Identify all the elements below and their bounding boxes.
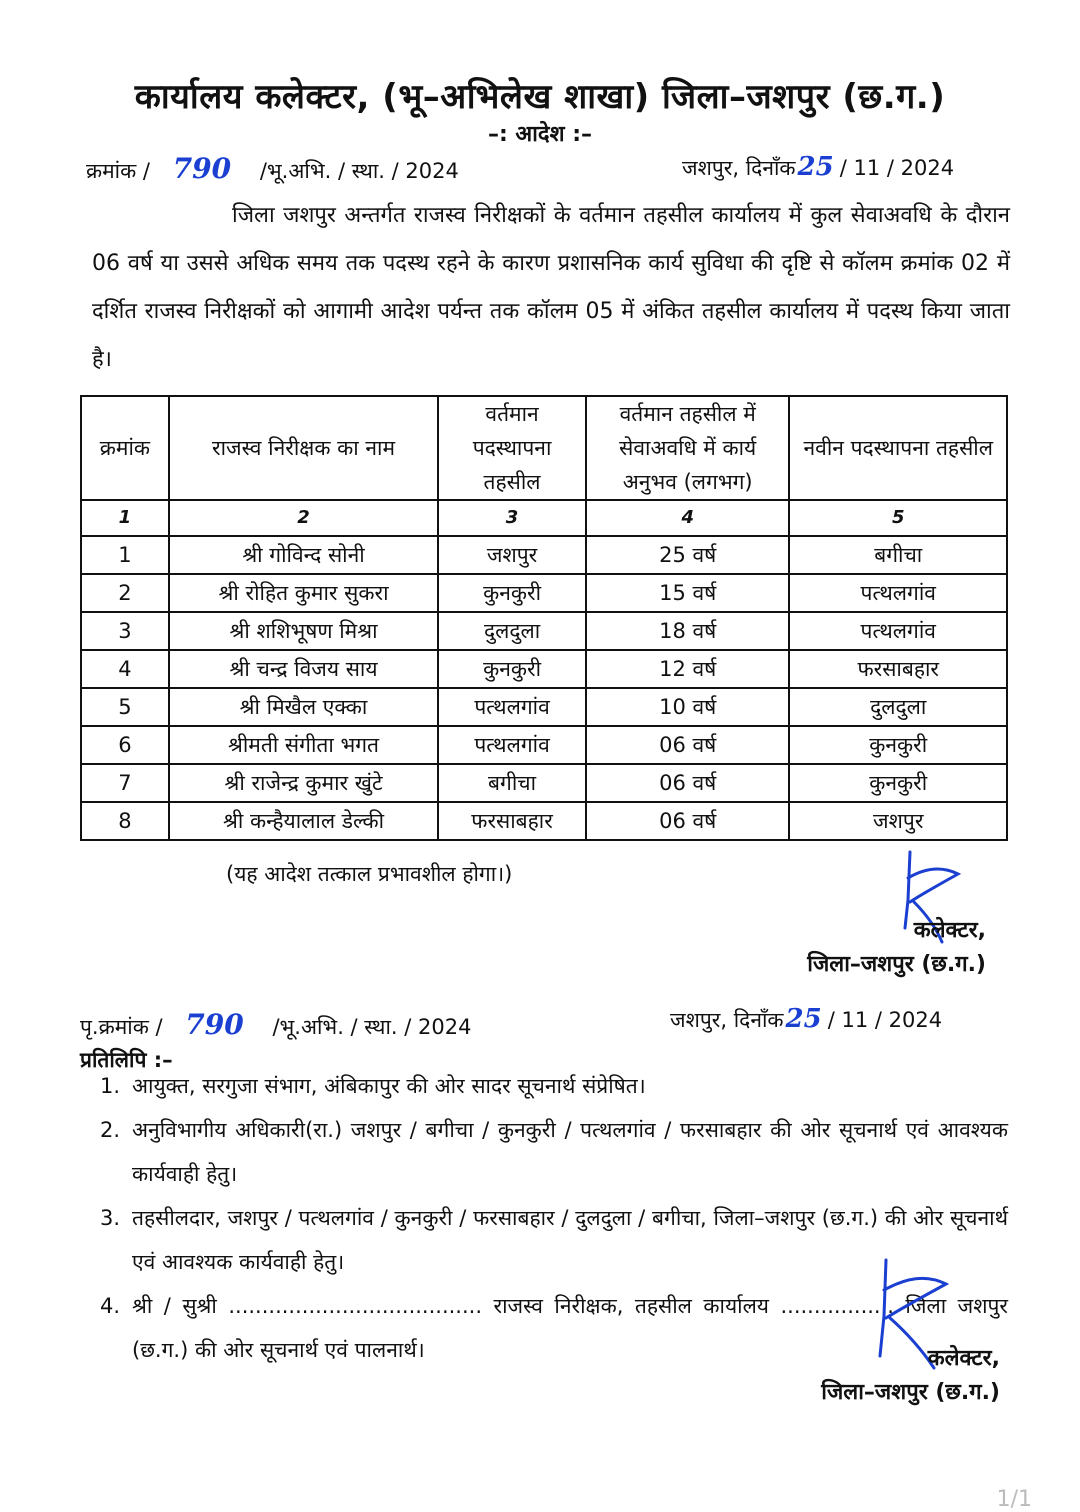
new-tehsil: जशपुर [789, 802, 1007, 840]
row-serial: 3 [81, 612, 169, 650]
table-row [81, 726, 1007, 764]
order-date-prefix: जशपुर, दिनाँक [682, 156, 796, 180]
list-item-text: श्री / सुश्री ...................................... राजस्व निरीक्षक, तहसील कार्यालय ................. जिला जशपुर (छ.ग.) की ओर सूचनार्थ एवं पालनार्थ। [132, 1294, 1008, 1362]
copy-date-suffix: / 11 / 2024 [827, 1008, 943, 1032]
page-indicator: 1/1 [996, 1487, 1032, 1512]
inspector-name: श्री रोहित कुमार सुकरा [169, 574, 438, 612]
column-number: 1 [81, 500, 169, 536]
column-number: 5 [789, 500, 1007, 536]
copy-reference [80, 1008, 471, 1041]
list-item-number: 3. [100, 1206, 121, 1230]
list-item-number: 4. [100, 1294, 121, 1318]
new-tehsil: फरसाबहार [789, 650, 1007, 688]
col-header-current-tehsil: वर्तमान पदस्थापना तहसील [438, 396, 586, 500]
current-tehsil: पत्थलगांव [438, 726, 586, 764]
row-serial: 6 [81, 726, 169, 764]
list-item-text: तहसीलदार, जशपुर / पत्थलगांव / कुनकुरी / फरसाबहार / दुलदुला / बगीचा, जिला–जशपुर (छ.ग.) की ओर सूचनार्थ एवं आवश्यक कार्यवाही हेतु। [132, 1206, 1008, 1274]
table-row [81, 688, 1007, 726]
copy-date [670, 1004, 942, 1034]
current-tehsil: फरसाबहार [438, 802, 586, 840]
current-tehsil: कुनकुरी [438, 650, 586, 688]
order-number-handwritten: 790 [172, 152, 232, 185]
inspector-name: श्री कन्हैयालाल डेल्की [169, 802, 438, 840]
order-date [682, 152, 954, 182]
row-serial: 4 [81, 650, 169, 688]
column-number: 4 [586, 500, 790, 536]
signatory-district: जिला–जशपुर (छ.ग.) [821, 1380, 1000, 1405]
table-row [81, 536, 1007, 574]
table-row [81, 802, 1007, 840]
service-experience: 06 वर्ष [586, 764, 790, 802]
list-item-number: 2. [100, 1118, 121, 1142]
copy-ref-suffix: /भू.अभि. / स्था. / 2024 [272, 1015, 472, 1039]
row-serial: 2 [81, 574, 169, 612]
inspector-name: श्रीमती संगीता भगत [169, 726, 438, 764]
new-tehsil: दुलदुला [789, 688, 1007, 726]
signature-block-2 [821, 1342, 1000, 1406]
service-experience: 12 वर्ष [586, 650, 790, 688]
signatory-designation: कलेक्टर, [927, 1346, 1000, 1371]
col-header-name: राजस्व निरीक्षक का नाम [169, 396, 438, 500]
order-date-suffix: / 11 / 2024 [839, 156, 955, 180]
office-title: कार्यालय कलेक्टर, (भू–अभिलेख शाखा) जिला–जशपुर (छ.ग.) [134, 77, 946, 117]
service-experience: 25 वर्ष [586, 536, 790, 574]
service-experience: 06 वर्ष [586, 802, 790, 840]
new-tehsil: कुनकुरी [789, 726, 1007, 764]
effect-note: (यह आदेश तत्काल प्रभावशील होगा।) [226, 862, 513, 886]
inspector-name: श्री शशिभूषण मिश्रा [169, 612, 438, 650]
row-serial: 8 [81, 802, 169, 840]
signature-block-1 [807, 914, 986, 978]
column-number: 2 [169, 500, 438, 536]
current-tehsil: पत्थलगांव [438, 688, 586, 726]
list-item-text: आयुक्त, सरगुजा संभाग, अंबिकापुर की ओर सादर सूचनार्थ संप्रेषित। [132, 1074, 646, 1098]
list-item [100, 1064, 1008, 1108]
service-experience: 10 वर्ष [586, 688, 790, 726]
inspector-name: श्री मिखैल एक्का [169, 688, 438, 726]
current-tehsil: जशपुर [438, 536, 586, 574]
service-experience: 06 वर्ष [586, 726, 790, 764]
service-experience: 18 वर्ष [586, 612, 790, 650]
table-row [81, 612, 1007, 650]
list-item [100, 1108, 1008, 1196]
copy-number-handwritten: 790 [185, 1008, 244, 1041]
new-tehsil: पत्थलगांव [789, 574, 1007, 612]
list-item-text: अनुविभागीय अधिकारी(रा.) जशपुर / बगीचा / कुनकुरी / पत्थलगांव / फरसाबहार की ओर सूचनार्थ एवं आवश्यक कार्यवाही हेतु। [132, 1118, 1008, 1186]
transfer-table [80, 395, 1008, 841]
current-tehsil: दुलदुला [438, 612, 586, 650]
signatory-designation: कलेक्टर, [913, 918, 986, 943]
new-tehsil: कुनकुरी [789, 764, 1007, 802]
inspector-name: श्री गोविन्द सोनी [169, 536, 438, 574]
column-number: 3 [438, 500, 586, 536]
table-row [81, 650, 1007, 688]
row-serial: 1 [81, 536, 169, 574]
row-serial: 7 [81, 764, 169, 802]
new-tehsil: पत्थलगांव [789, 612, 1007, 650]
order-ref-suffix: /भू.अभि. / स्था. / 2024 [259, 159, 459, 183]
copy-heading: प्रतिलिपि :– [80, 1048, 173, 1072]
column-number-row [81, 500, 1007, 536]
new-tehsil: बगीचा [789, 536, 1007, 574]
list-item-number: 1. [100, 1074, 121, 1098]
current-tehsil: बगीचा [438, 764, 586, 802]
table-row [81, 764, 1007, 802]
copy-day-handwritten: 25 [785, 1004, 822, 1034]
order-reference [86, 152, 459, 185]
table-header-row [81, 396, 1007, 500]
current-tehsil: कुनकुरी [438, 574, 586, 612]
table-row [81, 574, 1007, 612]
inspector-name: श्री चन्द्र विजय साय [169, 650, 438, 688]
copy-date-prefix: जशपुर, दिनाँक [670, 1008, 784, 1032]
col-header-serial: क्रमांक [81, 396, 169, 500]
col-header-new-tehsil: नवीन पदस्थापना तहसील [789, 396, 1007, 500]
col-header-experience: वर्तमान तहसील में सेवाअवधि में कार्य अनुभव (लगभग) [586, 396, 790, 500]
order-ref-prefix: क्रमांक / [86, 159, 151, 183]
service-experience: 15 वर्ष [586, 574, 790, 612]
inspector-name: श्री राजेन्द्र कुमार खुंटे [169, 764, 438, 802]
order-heading: –: आदेश :– [487, 122, 593, 147]
row-serial: 5 [81, 688, 169, 726]
signatory-district: जिला–जशपुर (छ.ग.) [807, 952, 986, 977]
order-body-text: जिला जशपुर अन्तर्गत राजस्व निरीक्षकों के वर्तमान तहसील कार्यालय में कुल सेवाअवधि के दौरान 06 वर्ष या उससे अधिक समय तक पदस्थ रहने के कारण प्रशासनिक कार्य सुविधा की दृष्टि से कॉलम क्रमांक 02 में दर्शित राजस्व निरीक्षकों को आगामी आदेश पर्यन्त तक कॉलम 05 में अंकित तहसील कार्यालय में पदस्थ किया जाता है। [92, 203, 1010, 372]
order-day-handwritten: 25 [797, 152, 834, 182]
order-body [92, 192, 1010, 384]
copy-ref-prefix: पृ.क्रमांक / [80, 1015, 163, 1039]
